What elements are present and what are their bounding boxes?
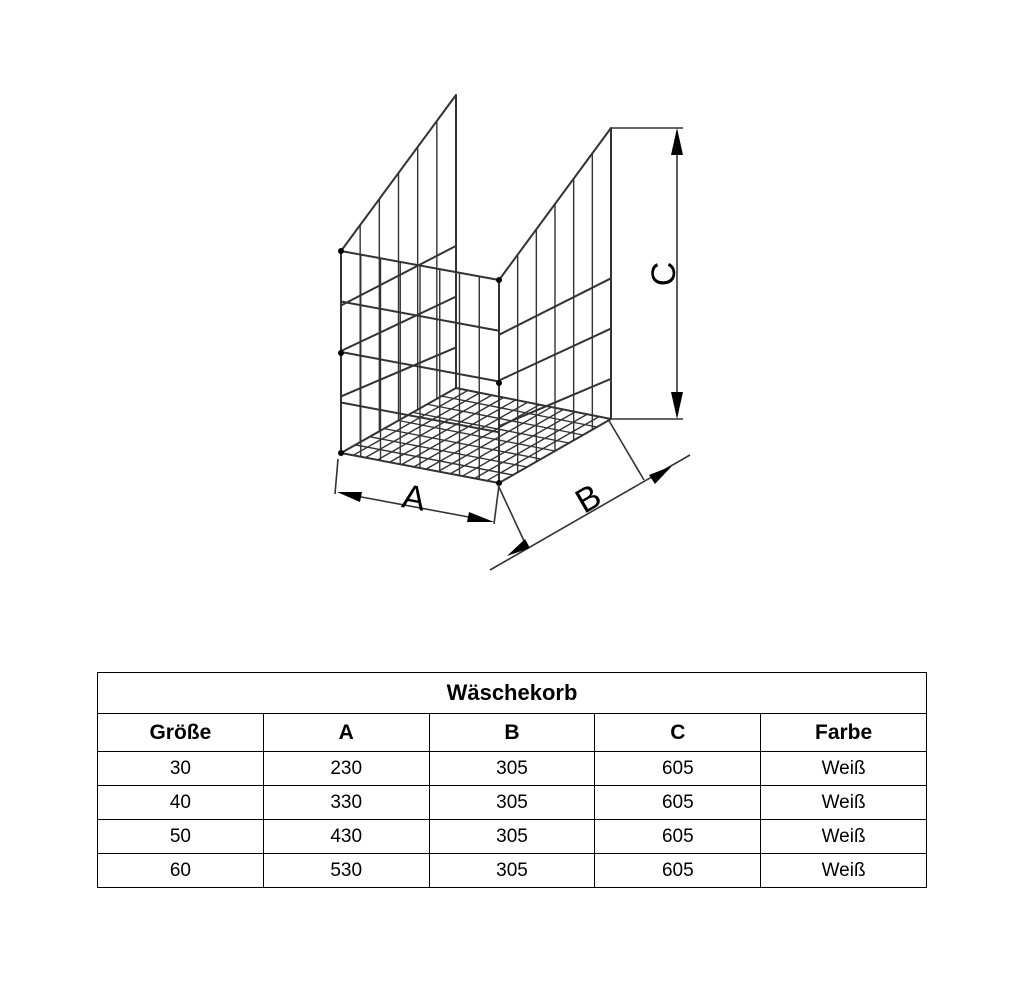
joint-dot xyxy=(496,380,502,386)
arrow-b-right xyxy=(649,466,672,484)
table-row xyxy=(98,752,927,786)
cell-b: 305 xyxy=(429,820,595,854)
arrow-c-bottom xyxy=(671,392,683,419)
dimension-lines xyxy=(335,128,690,570)
table-row xyxy=(98,854,927,888)
dimension-arrows xyxy=(337,128,683,556)
cell-size: 40 xyxy=(98,786,264,820)
cell-b: 305 xyxy=(429,854,595,888)
cell-a: 230 xyxy=(263,752,429,786)
table-header-row xyxy=(98,714,927,752)
cell-a: 430 xyxy=(263,820,429,854)
dimension-label-c: C xyxy=(645,261,683,287)
table-row xyxy=(98,786,927,820)
joint-dot xyxy=(338,248,344,254)
cell-a: 530 xyxy=(263,854,429,888)
cell-c: 605 xyxy=(595,786,761,820)
cell-a: 330 xyxy=(263,786,429,820)
table-row xyxy=(98,820,927,854)
cell-color: Weiß xyxy=(761,820,927,854)
cell-size: 50 xyxy=(98,820,264,854)
size-table xyxy=(97,672,927,888)
header-a: A xyxy=(263,714,429,752)
joint-dot xyxy=(338,450,344,456)
cell-size: 30 xyxy=(98,752,264,786)
table-title-row xyxy=(98,673,927,714)
table-title: Wäschekorb xyxy=(98,673,927,714)
header-color: Farbe xyxy=(761,714,927,752)
cell-c: 605 xyxy=(595,752,761,786)
cell-c: 605 xyxy=(595,820,761,854)
header-c: C xyxy=(595,714,761,752)
cell-color: Weiß xyxy=(761,854,927,888)
arrow-a-right xyxy=(467,512,494,522)
joint-dot xyxy=(496,277,502,283)
dimension-label-b: B xyxy=(569,476,608,521)
basket-wireframe xyxy=(341,95,611,483)
arrow-c-top xyxy=(671,128,683,155)
arrow-a-left xyxy=(337,492,362,502)
joint-dot xyxy=(338,350,344,356)
cell-color: Weiß xyxy=(761,786,927,820)
cell-size: 60 xyxy=(98,854,264,888)
cell-b: 305 xyxy=(429,786,595,820)
cell-b: 305 xyxy=(429,752,595,786)
dimension-label-a: A xyxy=(399,477,429,519)
cell-c: 605 xyxy=(595,854,761,888)
header-b: B xyxy=(429,714,595,752)
header-size: Größe xyxy=(98,714,264,752)
cell-color: Weiß xyxy=(761,752,927,786)
